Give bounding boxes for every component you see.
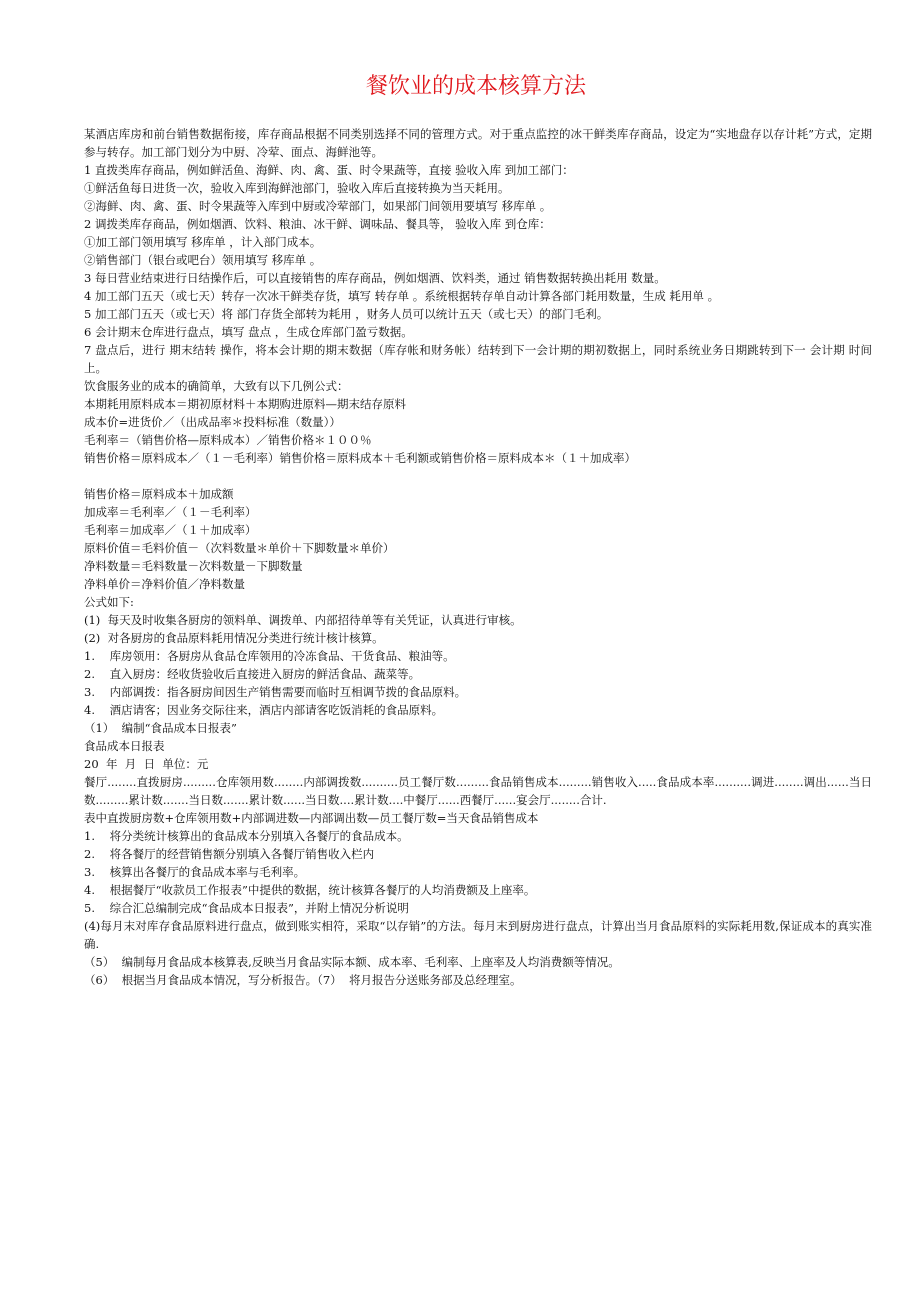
paragraph: 3. 内部调拨：指各厨房间因生产销售需要而临时互相调节拨的食品原料。 [84,685,467,699]
paragraph: 净料数量＝毛料数量－次料数量－下脚数量 [84,559,303,573]
paragraph: 2. 直入厨房：经收货验收后直接进入厨房的鲜活食品、蔬菜等。 [84,667,421,681]
paragraph: 毛利率＝加成率／（１＋加成率） [84,523,257,537]
paragraph: 7 盘点后，进行 期末结转 操作，将本会计期的期末数据（库存帐和财务帐）结转到下一会计期的期初数据上，同时系统业务日期跳转到下一 会计期 时间上。 [84,343,872,375]
paragraph: 表中直拨厨房数+仓库领用数+内部调进数—内部调出数—员工餐厅数=当天食品销售成本 [84,811,539,825]
paragraph: 4. 酒店请客；因业务交际往来，酒店内部请客吃饭消耗的食品原料。 [84,703,444,717]
document-body [84,125,872,989]
paragraph: 净料单价＝净料价值／净料数量 [84,577,245,591]
paragraph: 1 直拨类库存商品，例如鲜活鱼、海鲜、肉、禽、蛋、时令果蔬等，直接 验收入库 到加工部门： [84,163,574,177]
paragraph: 4 加工部门五天（或七天）转存一次冰干鲜类存货，填写 转存单 。系统根据转存单自动计算各部门耗用数量，生成 耗用单 。 [84,289,720,303]
document-title: 餐饮业的成本核算方法 [365,74,586,99]
blank-line [84,467,872,485]
paragraph: ①鲜活鱼每日进货一次，验收入库到海鲜池部门，验收入库后直接转换为当天耗用。 [84,181,510,195]
paragraph: ②销售部门（银台或吧台）领用填写 移库单 。 [84,253,322,267]
paragraph: (1) 每天及时收集各厨房的领料单、调拨单、内部招待单等有关凭证，认真进行审核。 [84,613,522,627]
paragraph: 公式如下: [84,595,134,609]
paragraph: 某酒店库房和前台销售数据衔接，库存商品根据不同类别选择不同的管理方式。对于重点监控的冰干鲜类库存商品，设定为“实地盘存以存计耗”方式，定期参与转存。加工部门划分为中厨、冷荤、面点、海鲜池等。 [84,127,872,159]
paragraph: 3 每日营业结束进行日结操作后，可以直接销售的库存商品，例如烟酒、饮料类，通过 销售数据转换出耗用 数量。 [84,271,666,285]
paragraph: 本期耗用原料成本＝期初原材料＋本期购进原料—期末结存原料 [84,397,406,411]
paragraph: 成本价=进货价／（出成品率＊投料标准（数量）） [84,415,341,429]
paragraph: 2. 将各餐厅的经营销售额分别填入各餐厅销售收入栏内 [84,847,375,861]
paragraph: 6 会计期末仓库进行盘点，填写 盘点 ，生成仓库部门盈亏数据。 [84,325,413,339]
paragraph: (4)每月末对库存食品原料进行盘点，做到账实相符，采取“以存销”的方法。每月末到厨房进行盘点，计算出当月食品原料的实际耗用数,保证成本的真实准确. [84,919,872,951]
paragraph: （1） 编制“食品成本日报表” [84,721,237,735]
paragraph: （6） 根据当月食品成本情况，写分析报告。（7） 将月报告分送账务部及总经理室。 [84,973,522,987]
paragraph: 3. 核算出各餐厅的食品成本率与毛利率。 [84,865,306,879]
paragraph: 销售价格＝原料成本＋加成额 [84,487,234,501]
paragraph: 5. 综合汇总编制完成“食品成本日报表”，并附上情况分析说明 [84,901,409,915]
paragraph: 饮食服务业的成本的确简单，大致有以下几例公式： [84,379,349,393]
paragraph: 4. 根据餐厅“收款员工作报表”中提供的数据，统计核算各餐厅的人均消费额及上座率。 [84,883,536,897]
paragraph: ②海鲜、肉、禽、蛋、时令果蔬等入库到中厨或冷荤部门，如果部门间领用要填写 移库单 。 [84,199,552,213]
paragraph: 2 调拨类库存商品，例如烟酒、饮料、粮油、冰干鲜、调味品、餐具等， 验收入库 到仓库： [84,217,551,231]
paragraph: (2) 对各厨房的食品原料耗用情况分类进行统计核计核算。 [84,631,384,645]
paragraph: 餐厅........直拨厨房.........仓库领用数........内部调拨数..........员工餐厅数.........食品销售成本.........销售收入.....食品成本率..........调进........调出......当日数.........累计数.......当日数.......累计数......当日数....累计数....中餐厅......西餐厅......宴会厅........合计. [84,775,872,807]
paragraph: 加成率＝毛利率／（１－毛利率） [84,505,257,519]
paragraph: 食品成本日报表 [84,739,165,753]
paragraph: 5 加工部门五天（或七天）将 部门存货全部转为耗用 ，财务人员可以统计五天（或七天）的部门毛利。 [84,307,609,321]
paragraph: （5） 编制每月食品成本核算表,反映当月食品实际本额、成本率、毛利率、上座率及人均消费额等情况。 [84,955,620,969]
paragraph: ①加工部门领用填写 移库单 ，计入部门成本。 [84,235,322,249]
paragraph: 销售价格＝原料成本／（１－毛利率）销售价格＝原料成本＋毛利额或销售价格＝原料成本＊（１＋加成率） [84,451,636,465]
paragraph: 20 年 月 日 单位：元 [84,757,209,771]
paragraph: 1. 库房领用：各厨房从食品仓库领用的冷冻食品、干货食品、粮油等。 [84,649,455,663]
paragraph: 原料价值＝毛料价值－（次料数量＊单价＋下脚数量＊单价） [84,541,395,555]
paragraph: 1. 将分类统计核算出的食品成本分别填入各餐厅的食品成本。 [84,829,409,843]
paragraph: 毛利率＝（销售价格—原料成本）／销售价格＊１００％ [84,433,372,447]
